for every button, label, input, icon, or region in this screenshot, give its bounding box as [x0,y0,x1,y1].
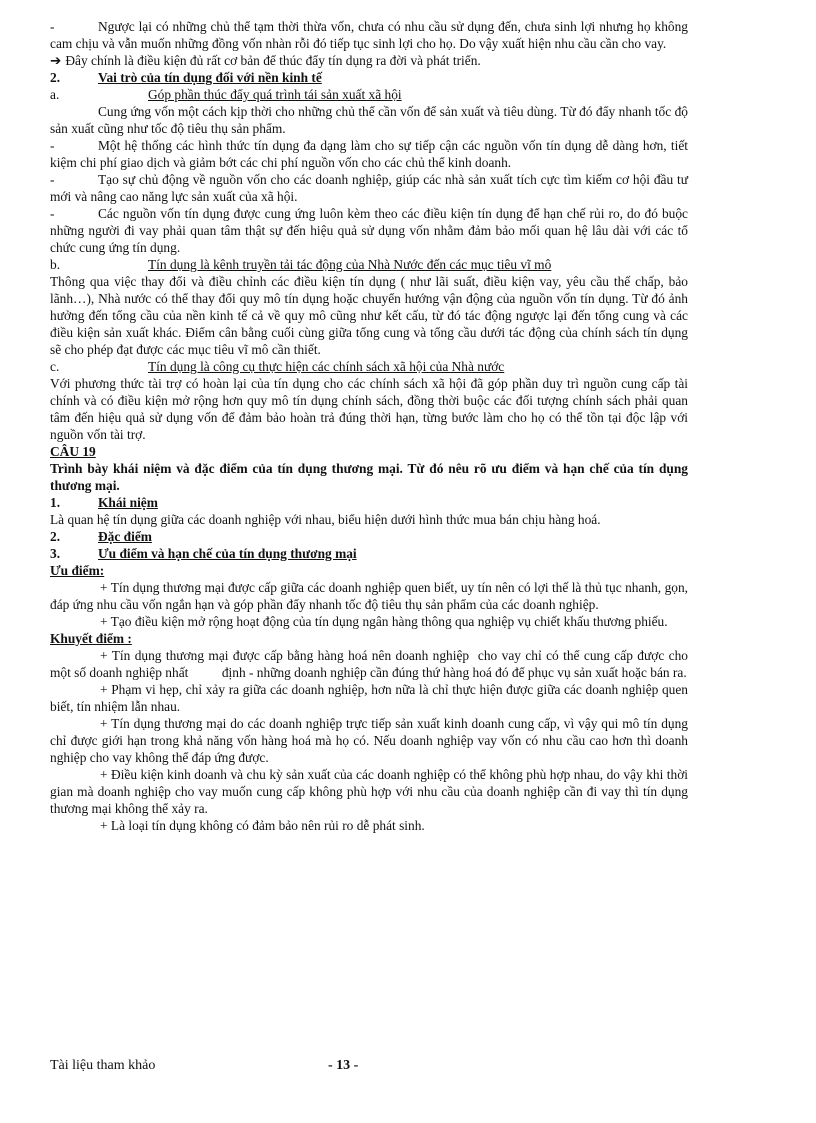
paragraph-kh1: + Tín dụng thương mại được cấp bằng hàng hoá nên doanh nghiệp cho vay chỉ có thể cung cấp được cho một số doanh nghiệp nhất định - những doanh nghiệp cần đúng thứ hàng hoá đó để phục vụ sản xuất hoặc bán ra. [50,648,692,680]
heading-dac-diem: 2. Đặc điểm [50,529,152,544]
paragraph-a1: Cung ứng vốn một cách kịp thời cho những chủ thể cần vốn để sản xuất và tiêu dùng. Từ đó đẩy nhanh tốc độ sản xuất cũng như tốc độ tiêu thụ sản phẩm. [50,104,688,136]
paragraph-uu1: + Tín dụng thương mại được cấp giữa các doanh nghiệp quen biết, uy tín nên có lợi thế là thủ tục nhanh, gọn, đáp ứng nhu cầu vốn ngắn hạn và góp phần đẩy nhanh tốc độ tiêu thụ sản phẩm của các doanh nghiệp. [50,580,688,612]
paragraph-c1: Với phương thức tài trợ có hoàn lại của tín dụng cho các chính sách xã hội đã góp phần duy trì nguồn cung cấp tài chính và có điều kiện mở rộng hơn quy mô tín dụng chính sách, đồng thời buộc các đối tượng chính sách phải quan tâm đến hiệu quả sử dụng vốn để đảm bảo hoàn trả đúng thời hạn, từng bước làm cho họ có thể tồn tại độc lập với nguồn vốn tài trợ. [50,376,688,442]
paragraph-kh5: + Là loại tín dụng không có đảm bảo nên rủi ro dễ phát sinh. [100,818,425,833]
document-page [50,18,692,834]
heading-vai-tro: 2. Vai trò của tín dụng đối với nền kinh tế [50,70,322,85]
subheading-c: c. Tín dụng là công cụ thực hiện các chính sách xã hội của Nhà nước [50,359,505,374]
dash-bullet: - [50,206,55,221]
question-text: Trình bày khái niệm và đặc điểm của tín dụng thương mại. Từ đó nêu rõ ưu điểm và hạn chế của tín dụng thương mại. [50,461,688,493]
dash-bullet: - [50,172,55,187]
heading-uu-han-che: 3. Ưu điểm và hạn chế của tín dụng thương mại [50,546,357,561]
paragraph-a2: - Một hệ thống các hình thức tín dụng đa dạng làm cho sự tiếp cận các nguồn vốn tín dụng dễ dàng hơn, tiết kiệm chi phí giao dịch và giảm bớt các chi phí nguồn vốn cho các chủ thể kinh doanh. [50,138,688,170]
paragraph-b1: Thông qua việc thay đổi và điều chỉnh các điều kiện tín dụng ( như lãi suất, điều kiện vay, yêu cầu thế chấp, bảo lãnh…), Nhà nước có thể thay đổi quy mô tín dụng hoặc chuyển hướng vận động của nguồn vốn tín dụng. Từ đó ảnh hưởng đến tổng cầu của nền kinh tế cả về quy mô cũng như kết cấu, từ đó tác động ngược lại đến tổng cung và các điều kiện sản xuất khác. Điểm cân bằng cuối cùng giữa tổng cung và tổng cầu dưới tác động của chính sách tín dụng sẽ cho phép đạt được các mục tiêu vĩ mô cần thiết. [50,274,688,357]
paragraph-uu2: + Tạo điều kiện mở rộng hoạt động của tín dụng ngân hàng thông qua nghiệp vụ chiết khấu thương phiếu. [100,614,668,629]
page-footer [50,1057,688,1077]
paragraph-kh3: + Tín dụng thương mại do các doanh nghiệp trực tiếp sản xuất kinh doanh cung cấp, vì vậy qui mô tín dụng chỉ được giới hạn trong khả năng vốn hàng hoá mà họ có. Nếu doanh nghiệp vay vốn có nhu cầu cao hơn thì doanh nghiệp cho vay không thể đáp ứng được. [50,716,688,765]
dash-bullet: - [50,138,55,153]
paragraph-kh4: + Điều kiện kinh doanh và chu kỳ sản xuất của các doanh nghiệp có thể không phù hợp nhau, do vậy khi thời gian mà doanh nghiệp cho vay muốn cung cấp không phù hợp với nhu cầu của doanh nghiệp cần đi vay thì tín dụng thương mại không thể xảy ra. [50,767,688,816]
subheading-a: a. Góp phần thúc đẩy quá trình tái sản xuất xã hội [50,87,402,102]
dash-bullet: - [50,19,55,34]
paragraph-kh2: + Phạm vi hẹp, chỉ xảy ra giữa các doanh nghiệp, hơn nữa là chỉ thực hiện được giữa các doanh nghiệp quen biết, tín nhiệm lẫn nhau. [50,682,688,714]
paragraph-dieu-kien-du: ➔ Đây chính là điều kiện đủ rất cơ bản để thúc đẩy tín dụng ra đời và phát triển. [50,53,481,68]
subheading-b: b. Tín dụng là kênh truyền tải tác động của Nhà Nước đến các mục tiêu vĩ mô [50,257,552,272]
page-number: - 13 - [328,1058,359,1073]
footer-label: Tài liệu tham khảo [50,1058,156,1073]
heading-khai-niem: 1. Khái niệm [50,495,158,510]
paragraph-a4: - Các nguồn vốn tín dụng được cung ứng luôn kèm theo các điều kiện tín dụng để hạn chế rủi ro, do đó buộc những người đi vay phải quan tâm thật sự đến hiệu quả sử dụng vốn nhằm đảm bảo mối quan hệ lâu dài với các tổ chức cung ứng tín dụng. [50,206,688,255]
arrow-icon: ➔ [50,53,62,68]
paragraph-thua-von: - Ngược lại có những chủ thể tạm thời thừa vốn, chưa có nhu cầu sử dụng đến, chưa sinh lợi nhưng họ không cam chịu và vẫn muốn những đồng vốn nhàn rỗi đó tiếp tục sinh lợi cho họ. Do vậy xuất hiện nhu cầu cần cho vay. [50,19,688,51]
paragraph-khai-niem: Là quan hệ tín dụng giữa các doanh nghiệp với nhau, biểu hiện dưới hình thức mua bán chịu hàng hoá. [50,512,601,527]
heading-khuyet-diem: Khuyết điểm : [50,631,132,646]
heading-uu-diem: Ưu điểm: [50,563,105,578]
question-number: CÂU 19 [50,444,96,459]
paragraph-a3: - Tạo sự chủ động về nguồn vốn cho các doanh nghiệp, giúp các nhà sản xuất tích cực tìm kiếm cơ hội đầu tư mới và nâng cao năng lực sản xuất của xã hội. [50,172,688,204]
